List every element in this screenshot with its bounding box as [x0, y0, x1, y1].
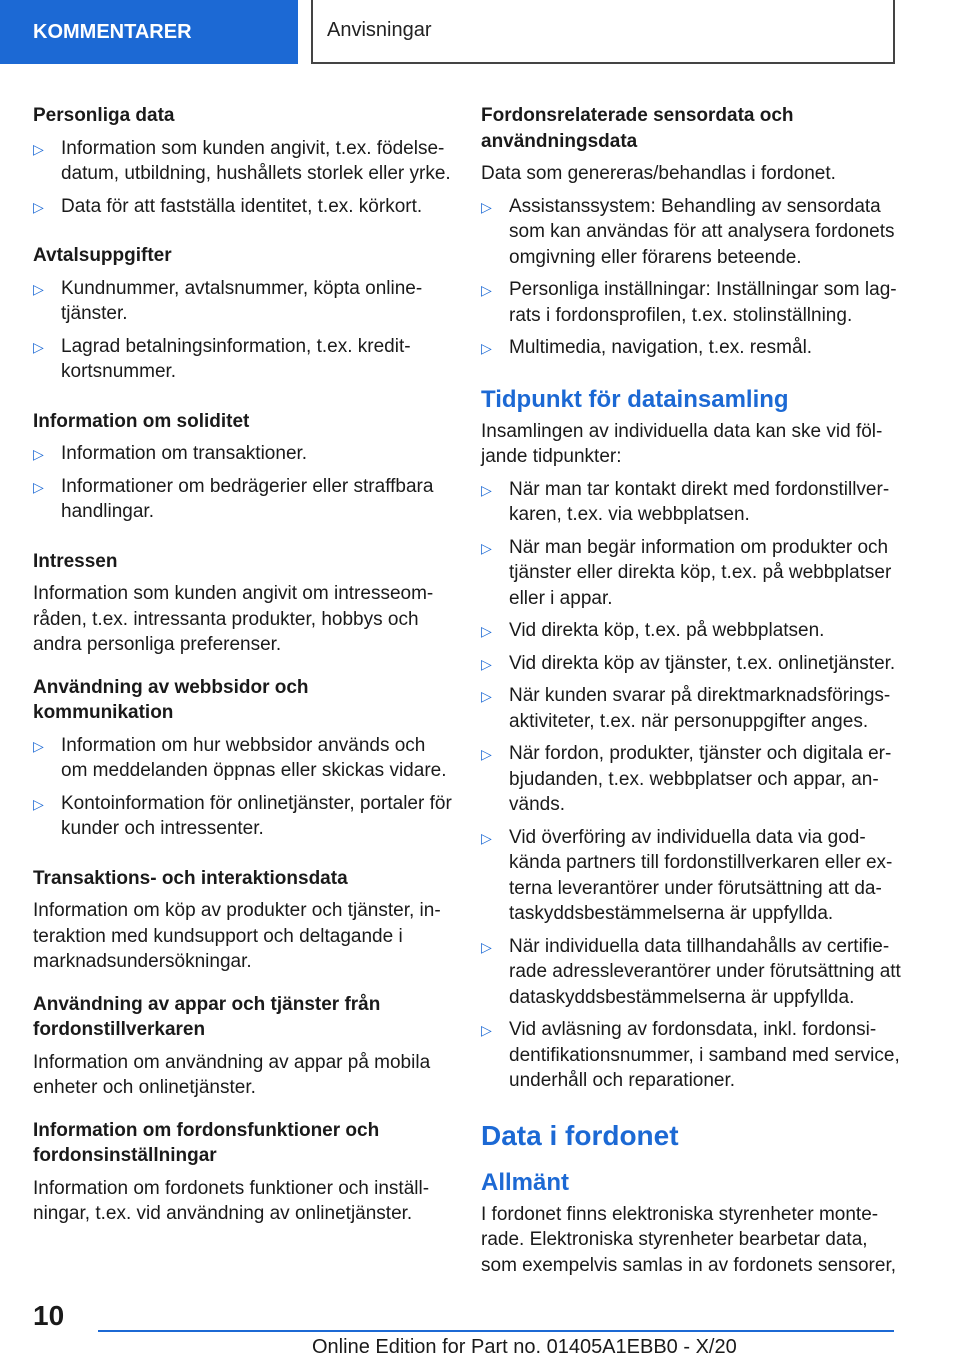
section-heading: Information om fordonsfunktioner och fordonsinställningar	[33, 1119, 380, 1166]
paragraph: Information om köp av produkter och tjänster, interaktion med kundsupport och deltagande i marknadsundersökningar.	[33, 900, 441, 972]
list-item: ▷ Assistanssystem: Behandling av sensordata som kan användas för att analysera fordonets omgivning eller förarens beteende.	[481, 195, 895, 268]
list-item: ▷ Multimedia, navigation, t.ex. resmål.	[481, 335, 901, 361]
list-item: ▷ Kundnummer, avtalsnummer, köpta onlinetjänster.	[33, 277, 423, 324]
list-item: ▷ När fordon, produkter, tjänster och digitala erbjudanden, t.ex. webbplatser och appar, används.	[481, 743, 892, 815]
section-title: Allmänt	[481, 1168, 570, 1196]
triangle-bullet-icon: ▷	[481, 829, 492, 846]
page-number: 10	[33, 1300, 65, 1331]
triangle-bullet-icon: ▷	[481, 481, 492, 498]
triangle-bullet-icon: ▷	[481, 938, 492, 955]
chapter-title: Data i fordonet	[481, 1119, 679, 1151]
triangle-bullet-icon: ▷	[481, 1022, 492, 1038]
left-column	[33, 103, 453, 1227]
paragraph: I fordonet finns elektroniska styrenheter monterade. Elektroniska styrenheter bearbetar data, som exempelvis samlas in av fordonets sensorer,	[481, 1203, 897, 1276]
section-heading: Användning av appar och tjänster från fordonstillverkaren	[33, 993, 381, 1040]
list-item: ▷ Vid överföring av individuella data via godkända partners till fordonstillverkaren eller externa leverantörer under förutsättning att dataskyddsbestämmelserna är uppfyllda.	[481, 826, 893, 924]
triangle-bullet-icon: ▷	[33, 478, 44, 495]
list-item: ▷ Information som kunden angivit, t.ex. födelsedatum, utbildning, hushållets storlek eller yrke.	[33, 137, 451, 184]
section-heading: Transaktions- och interaktionsdata	[33, 867, 348, 889]
triangle-bullet-icon: ▷	[481, 688, 492, 704]
triangle-bullet-icon: ▷	[481, 746, 492, 762]
list-item: ▷ När individuella data tillhandahålls av certifierade adressleverantörer under förutsättning att dataskyddsbestämmelserna är uppfyllda.	[481, 935, 901, 1008]
section-heading: Intressen	[33, 550, 118, 572]
list-item: ▷ Data för att fastställa identitet, t.ex. körkort.	[33, 194, 453, 220]
bullet-list	[33, 136, 453, 220]
triangle-bullet-icon: ▷	[481, 539, 492, 556]
triangle-bullet-icon: ▷	[481, 282, 492, 298]
triangle-bullet-icon: ▷	[33, 338, 44, 355]
list-item: ▷ Information om hur webbsidor används och om meddelanden öppnas eller skickas vidare.	[33, 734, 447, 781]
triangle-bullet-icon: ▷	[481, 198, 492, 215]
bullet-list	[481, 194, 901, 361]
header-tab-kommentarer[interactable]: KOMMENTARER	[0, 0, 298, 64]
footer-divider	[98, 1330, 894, 1332]
section-heading: Användning av webbsidor och kommunikation	[33, 676, 309, 723]
right-column	[481, 103, 901, 1278]
triangle-bullet-icon: ▷	[481, 340, 492, 356]
list-item: ▷ Vid direkta köp, t.ex. på webbplatsen.	[481, 618, 901, 644]
list-item: ▷ När kunden svarar på direktmarknadsföringsaktiviteter, t.ex. när personuppgifter anges.	[481, 685, 891, 732]
triangle-bullet-icon: ▷	[33, 140, 44, 157]
list-item: ▷ När man begär information om produkter och tjänster eller direkta köp, t.ex. på webbplatser eller i appar.	[481, 536, 892, 609]
paragraph: Data som genereras/behandlas i fordonet.	[481, 163, 836, 184]
section-heading: Personliga data	[33, 105, 175, 126]
triangle-bullet-icon: ▷	[481, 623, 492, 639]
list-item: ▷ Vid avläsning av fordonsdata, inkl. fordonsidentifikationsnummer, i samband med service, underhåll och reparationer.	[481, 1019, 900, 1091]
triangle-bullet-icon: ▷	[33, 446, 44, 462]
list-item: ▷ Vid direkta köp av tjänster, t.ex. onlinetjänster.	[481, 651, 901, 677]
section-heading: Information om soliditet	[33, 410, 250, 432]
header-tab-anvisningar[interactable]: Anvisningar	[311, 0, 895, 64]
list-item: ▷ Kontoinformation för onlinetjänster, portaler för kunder och intressenter.	[33, 792, 452, 839]
paragraph: Information om fordonets funktioner och inställningar, t.ex. vid användning av onlinetjänster.	[33, 1177, 430, 1224]
bullet-list	[33, 276, 453, 385]
paragraph: Information som kunden angivit om intresseområden, t.ex. intressanta produkter, hobbys och andra personliga preferenser.	[33, 583, 434, 655]
triangle-bullet-icon: ▷	[33, 280, 44, 297]
triangle-bullet-icon: ▷	[33, 737, 44, 754]
section-title: Tidpunkt för datainsamling	[481, 385, 789, 413]
list-item: ▷ När man tar kontakt direkt med fordonstillverkaren, t.ex. via webbplatsen.	[481, 478, 890, 525]
bullet-list	[33, 441, 453, 525]
section-heading: Fordonsrelaterade sensordata och användningsdata	[481, 105, 794, 152]
list-item: ▷ Personliga inställningar: Inställningar som lagrats i fordonsprofilen, t.ex. stolinställning.	[481, 279, 897, 326]
list-item: ▷ Lagrad betalningsinformation, t.ex. kreditkortsnummer.	[33, 335, 411, 382]
list-item: ▷ Information om transaktioner.	[33, 441, 453, 467]
paragraph: Information om användning av appar på mobila enheter och onlinetjänster.	[33, 1051, 431, 1098]
list-item: ▷ Informationer om bedrägerier eller straffbara handlingar.	[33, 475, 434, 522]
triangle-bullet-icon: ▷	[33, 795, 44, 812]
section-heading: Avtalsuppgifter	[33, 245, 172, 266]
bullet-list	[33, 733, 453, 842]
paragraph: Insamlingen av individuella data kan ske vid följande tidpunkter:	[481, 420, 883, 467]
triangle-bullet-icon: ▷	[481, 655, 492, 672]
triangle-bullet-icon: ▷	[33, 198, 44, 215]
bullet-list	[481, 477, 901, 1094]
footer-edition-text: Online Edition for Part no. 01405A1EBB0 - X/20	[312, 1336, 737, 1358]
